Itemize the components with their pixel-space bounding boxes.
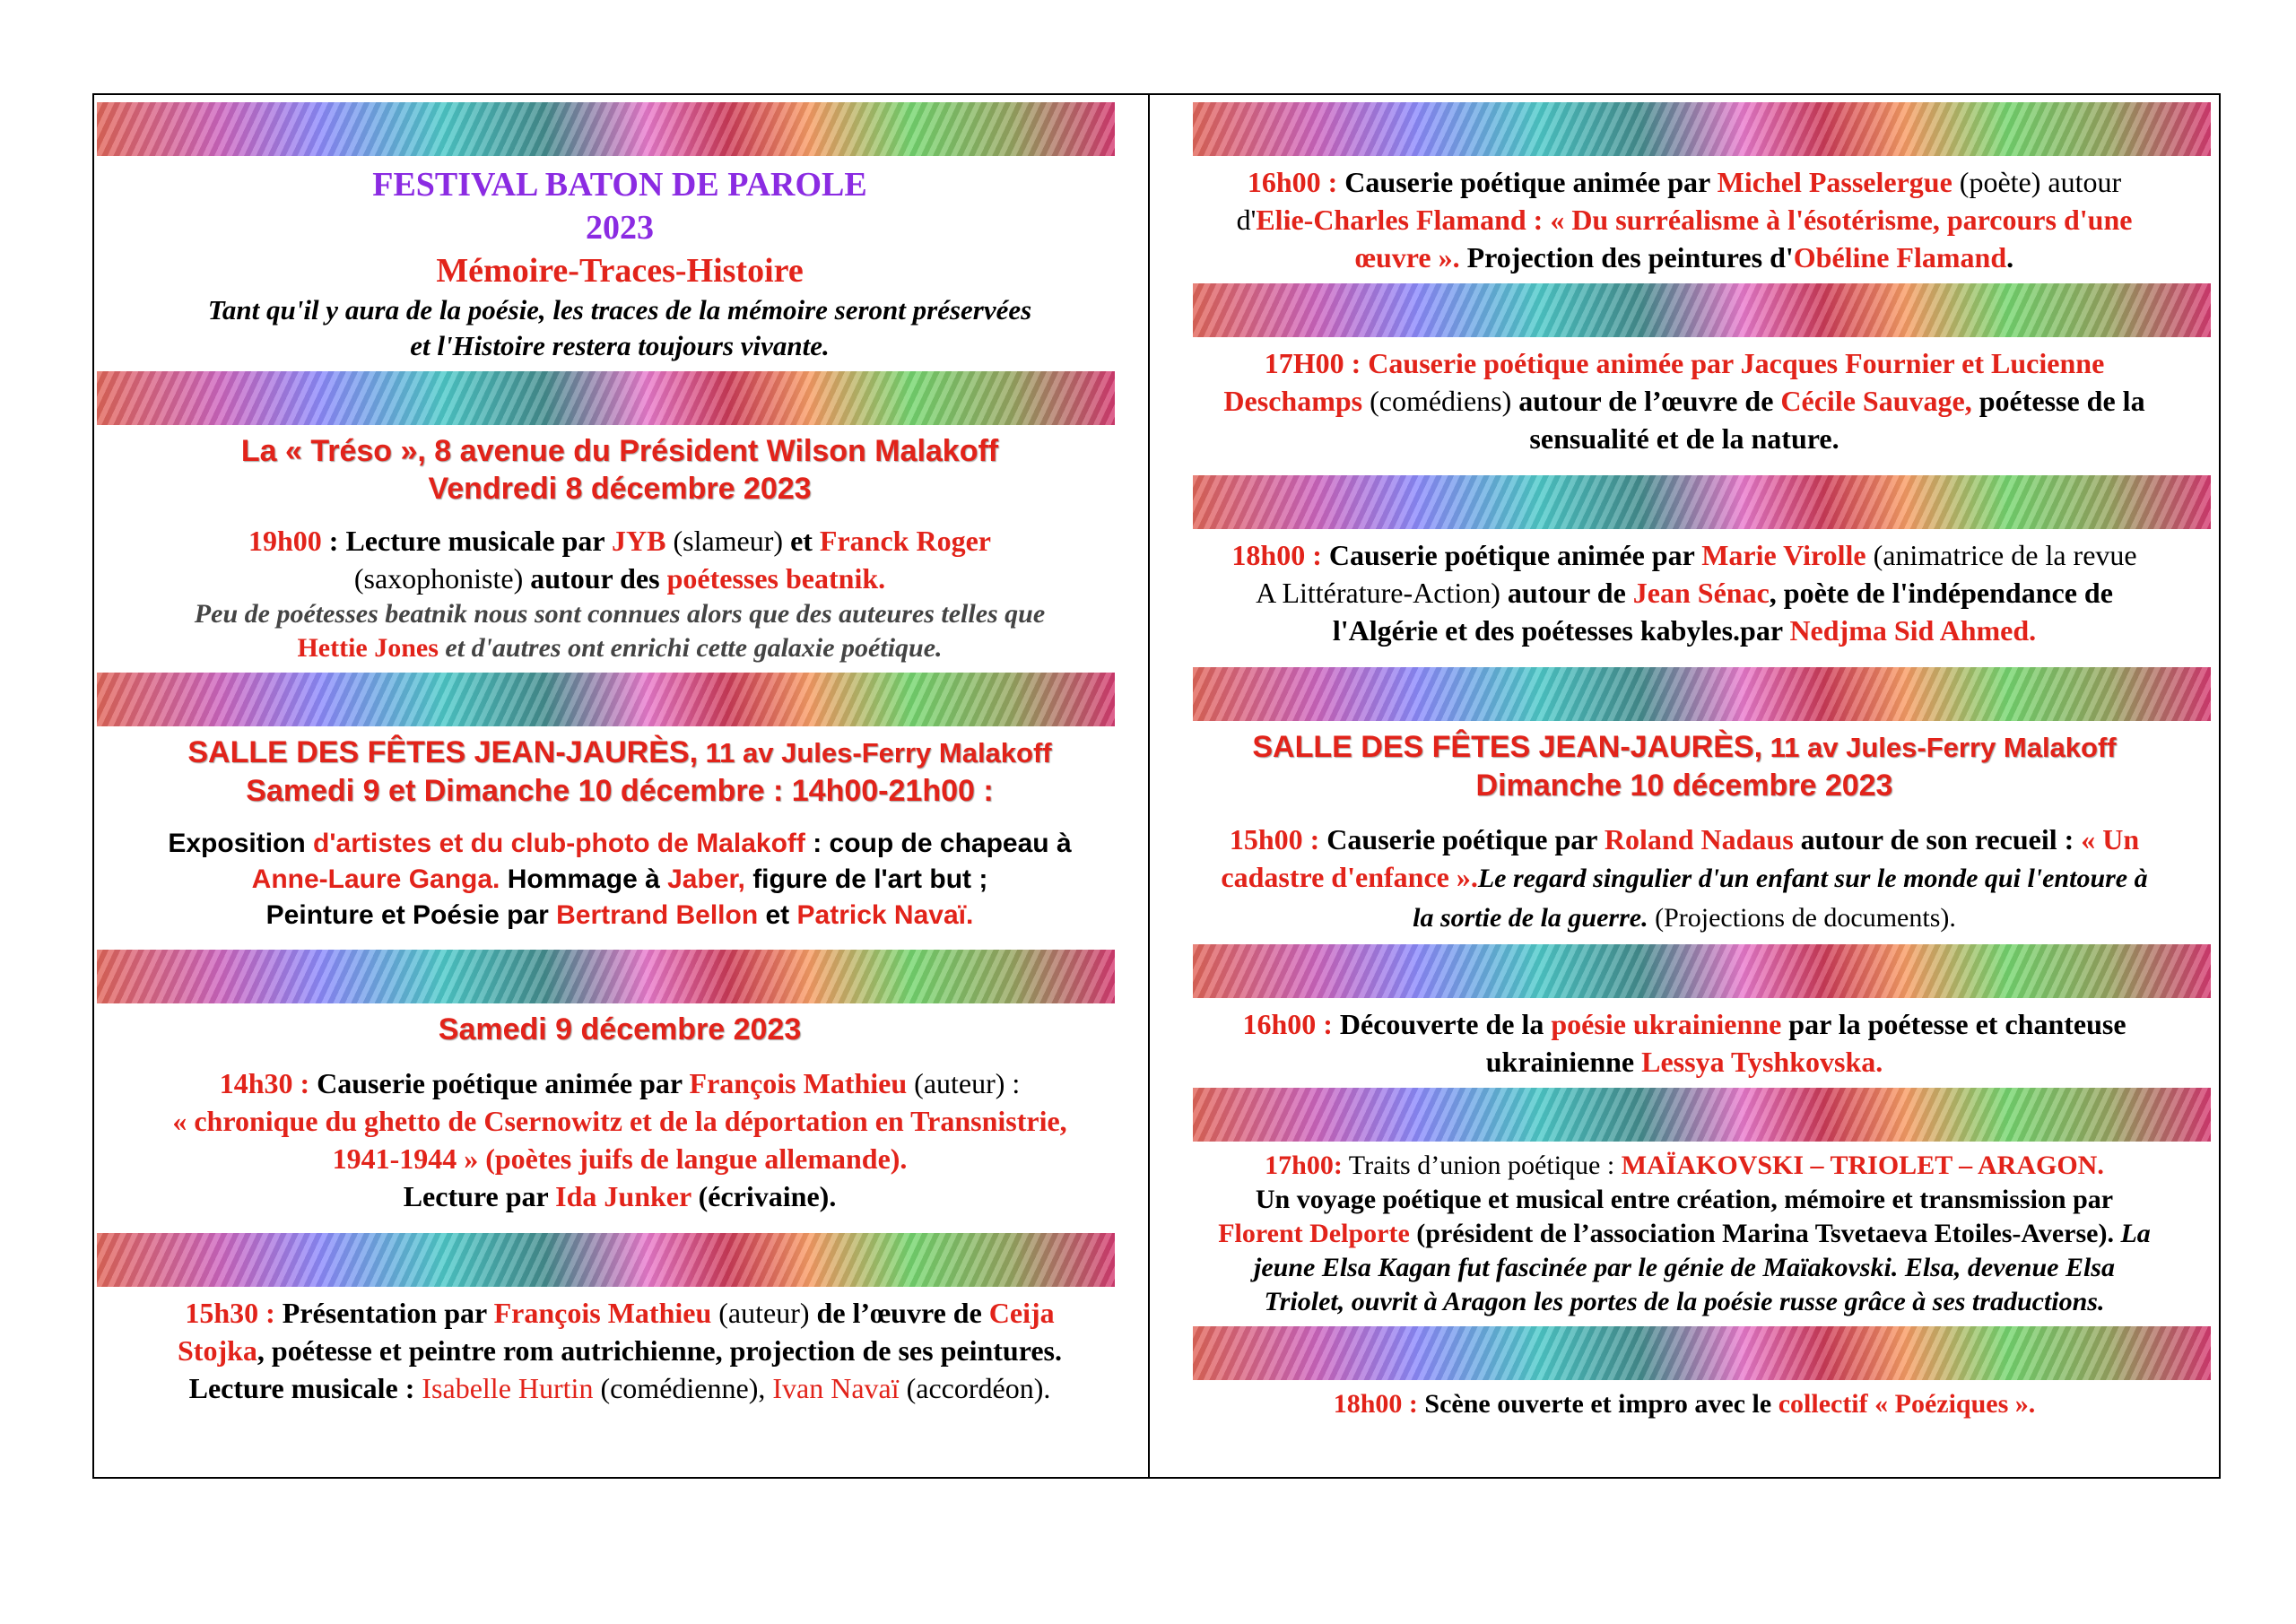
author-name: Jean Sénac	[1632, 577, 1770, 609]
artist-name: Obéline Flamand	[1793, 241, 2007, 274]
text: et	[758, 900, 797, 930]
event-text: poétesse de la	[1971, 385, 2145, 417]
event-topic: Elie-Charles Flamand : « Du surréalisme à l'ésotérisme, parcours d'une	[1256, 204, 2133, 236]
treso-note	[97, 597, 1143, 665]
event-text: Découverte de la	[1332, 1008, 1552, 1040]
event-text: (saxophoniste)	[353, 562, 531, 595]
performer-name: Ida Junker	[555, 1180, 691, 1212]
event-time: 18h00 :	[1231, 539, 1322, 571]
event-text: de l’œuvre de	[816, 1297, 989, 1329]
samedi-event-1	[97, 1064, 1143, 1215]
event-topic: cadastre d'enfance ».	[1221, 861, 1478, 893]
artist-name: Anne-Laure Ganga.	[251, 864, 500, 894]
event-text: Causerie poétique animée par	[309, 1067, 690, 1099]
note-text: Peu de poétesses beatnik nous sont connues alors que des auteures telles que	[194, 599, 1046, 629]
text: figure de l'art but ;	[744, 864, 988, 894]
decorative-band	[1193, 1088, 2211, 1142]
event-text: (poète) autour	[1952, 166, 2122, 198]
text: Peinture et Poésie par	[265, 900, 557, 930]
event-text: Causerie poétique par	[1319, 823, 1605, 855]
sunday-event-4	[1155, 1387, 2213, 1421]
event-text: Traits d’union poétique :	[1342, 1151, 1622, 1180]
event-text: Un voyage poétique et musical entre création, mémoire et transmission par	[1255, 1185, 2114, 1214]
event-text: autour de l’œuvre de	[1518, 385, 1781, 417]
event-text: A Littérature-Action)	[1256, 577, 1508, 609]
decorative-band	[1193, 102, 2211, 156]
event-text: (accordéon).	[899, 1372, 1051, 1404]
performer-name: JYB	[612, 525, 666, 557]
decorative-band	[97, 102, 1115, 156]
event-text: (comédiens)	[1362, 385, 1519, 417]
event-text: (comédienne),	[593, 1372, 773, 1404]
festival-theme: Mémoire-Traces-Histoire	[436, 252, 804, 290]
event-time: 15h00 :	[1229, 823, 1320, 855]
event-text: autour de	[1507, 577, 1633, 609]
event-topic: poétesses beatnik.	[666, 562, 886, 595]
treso-date: Vendredi 8 décembre 2023	[428, 472, 812, 506]
performer-name: Florent Delporte	[1218, 1219, 1410, 1248]
artist-name: Jaber,	[667, 864, 745, 894]
samedi-date: Samedi 9 décembre 2023	[438, 1012, 802, 1046]
event-text: Scène ouverte et impro avec le	[1417, 1389, 1779, 1419]
event-time: 16h00 :	[1242, 1008, 1333, 1040]
event-text: (Projections de documents).	[1648, 903, 1956, 933]
author-name: Hettie Jones	[297, 633, 439, 663]
artist-name: Stojka	[178, 1334, 257, 1367]
performer-name: Marie Virolle	[1701, 539, 1866, 571]
event-text: l'Algérie et des poétesses kabyles.par	[1332, 614, 1790, 647]
event-time: 19h00	[248, 525, 322, 557]
event-time: 16h00 :	[1247, 166, 1338, 198]
event-time: 15h30 :	[185, 1297, 275, 1329]
sunday-event-1	[1155, 821, 2213, 937]
event-text: sensualité et de la nature.	[1529, 422, 1839, 455]
decorative-band	[1193, 944, 2211, 998]
event-time: 18h00 :	[1333, 1389, 1418, 1419]
event-note: jeune Elsa Kagan fut fascinée par le génie de Maïakovski. Elsa, devenue Elsa	[1254, 1253, 2115, 1282]
event-note: Triolet, ouvrit à Aragon les portes de la poésie russe grâce à ses traductions.	[1264, 1287, 2105, 1316]
salle2-date: Dimanche 10 décembre 2023	[1475, 769, 1893, 803]
event-text: Présentation par	[274, 1297, 494, 1329]
event-text: (slameur)	[665, 525, 791, 557]
sunday-event-3	[1155, 1149, 2213, 1319]
event-topic: MAÏAKOVSKI – TRIOLET – ARAGON.	[1621, 1151, 2104, 1180]
treso-venue: La « Tréso », 8 avenue du Président Wilson Malakoff	[240, 434, 999, 468]
event-topic: collectif « Poéziques ».	[1778, 1389, 2036, 1419]
event-topic: 1941-1944 » (poètes juifs de langue allemande).	[332, 1142, 908, 1175]
performer-name: Franck Roger	[819, 525, 991, 557]
event-text: Lecture par	[403, 1180, 556, 1212]
performer-name: Deschamps	[1223, 385, 1363, 417]
event-text: (auteur)	[711, 1297, 817, 1329]
dimanche-event-1	[1155, 163, 2213, 276]
decorative-band	[1193, 475, 2211, 529]
event-text: (auteur) :	[907, 1067, 1021, 1099]
event-text: (animatrice de la revue	[1866, 539, 2137, 571]
event-topic: « Un	[2081, 823, 2140, 855]
event-time: 14h30 :	[219, 1067, 310, 1099]
event-text: .	[2006, 241, 2014, 274]
event-note: La	[2120, 1219, 2151, 1248]
event-text: , poétesse et peintre rom autrichienne, projection de ses peintures.	[257, 1334, 1062, 1367]
treso-event	[97, 522, 1143, 597]
event-text: Projection des peintures d'	[1459, 241, 1794, 274]
performer-name: Nedjma Sid Ahmed.	[1789, 614, 2037, 647]
right-column	[1155, 95, 2213, 1421]
event-text: autour de son recueil :	[1793, 823, 2082, 855]
decorative-band	[1193, 667, 2211, 721]
event-text: par la poétesse et chanteuse	[1781, 1008, 2126, 1040]
event-text: autour des	[530, 562, 667, 595]
decorative-band	[1193, 1326, 2211, 1380]
festival-title: FESTIVAL BATON DE PAROLE	[372, 166, 867, 204]
text: Exposition	[168, 829, 314, 858]
event-text: Lecture musicale :	[188, 1372, 422, 1404]
event-note: la sortie de la guerre.	[1413, 903, 1648, 933]
text: Hommage à	[500, 864, 668, 894]
performer-name: Isabelle Hurtin	[422, 1372, 594, 1404]
venue-address: 11 av Jules-Ferry Malakoff	[698, 737, 1052, 769]
tagline-line-1: Tant qu'il y aura de la poésie, les traces de la mémoire seront préservées	[207, 294, 1032, 326]
event-text: ukrainienne	[1485, 1046, 1642, 1078]
performer-name: François Mathieu	[689, 1067, 908, 1099]
event-text: , poète de l'indépendance de	[1769, 577, 2113, 609]
decorative-band	[1193, 283, 2211, 337]
event-note: Le regard singulier d'un enfant sur le monde qui l'entoure à	[1477, 864, 2148, 893]
decorative-band	[97, 1233, 1115, 1287]
event-text: d'	[1236, 204, 1257, 236]
tagline-line-2: et l'Histoire restera toujours vivante.	[410, 330, 830, 361]
left-column	[97, 95, 1143, 1407]
decorative-band	[97, 950, 1115, 1003]
performer-name: François Mathieu	[493, 1297, 712, 1329]
event-text: et	[790, 525, 820, 557]
decorative-band	[97, 673, 1115, 726]
event-topic: « chronique du ghetto de Csernowitz et de la déportation en Transnistrie,	[172, 1105, 1067, 1137]
sunday-event-2	[1155, 1005, 2213, 1081]
artist-name: Patrick Navaï.	[796, 900, 974, 930]
event-text: (président de l’association Marina Tsvetaeva Etoiles-Averse).	[1409, 1219, 2121, 1248]
venue-name: SALLE DES FÊTES JEAN-JAURÈS,	[187, 735, 699, 769]
dimanche-event-2	[1155, 344, 2213, 457]
samedi-event-2	[97, 1294, 1143, 1407]
exhibition-text	[97, 826, 1143, 934]
decorative-band	[97, 371, 1115, 425]
artist-name: Bertrand Bellon	[556, 900, 759, 930]
column-divider	[1148, 93, 1150, 1479]
event-heading: 17H00 : Causerie poétique animée par Jacques Fournier et Lucienne	[1264, 347, 2105, 379]
event-topic: œuvre ».	[1354, 241, 1460, 274]
performer-name: Lessya Tyshkovska.	[1641, 1046, 1883, 1078]
text: : coup de chapeau à	[804, 829, 1072, 858]
event-text: Causerie poétique animée par	[1337, 166, 1718, 198]
festival-year: 2023	[586, 209, 654, 247]
event-text: : Lecture musicale par	[321, 525, 612, 557]
artist-name: Ceija	[988, 1297, 1055, 1329]
event-time: 17h00:	[1265, 1151, 1343, 1180]
dimanche-event-3	[1155, 536, 2213, 649]
salle-dates: Samedi 9 et Dimanche 10 décembre : 14h00-21h00 :	[246, 774, 994, 808]
note-text: et d'autres ont enrichi cette galaxie poétique.	[438, 633, 943, 663]
event-topic: poésie ukrainienne	[1551, 1008, 1782, 1040]
event-text: Causerie poétique animée par	[1321, 539, 1702, 571]
performer-name: Roland Nadaus	[1604, 823, 1794, 855]
event-text: (écrivaine).	[691, 1180, 837, 1212]
author-name: Cécile Sauvage,	[1780, 385, 1972, 417]
performer-name: Michel Passelergue	[1717, 166, 1952, 198]
performer-name: Ivan Navaï	[772, 1372, 900, 1404]
highlight: d'artistes et du club-photo de Malakoff	[313, 829, 805, 858]
venue-name: SALLE DES FÊTES JEAN-JAURÈS,	[1252, 730, 1763, 764]
salle-venue	[97, 734, 1143, 772]
salle2-venue	[1155, 728, 2213, 767]
venue-address: 11 av Jules-Ferry Malakoff	[1762, 732, 2117, 763]
